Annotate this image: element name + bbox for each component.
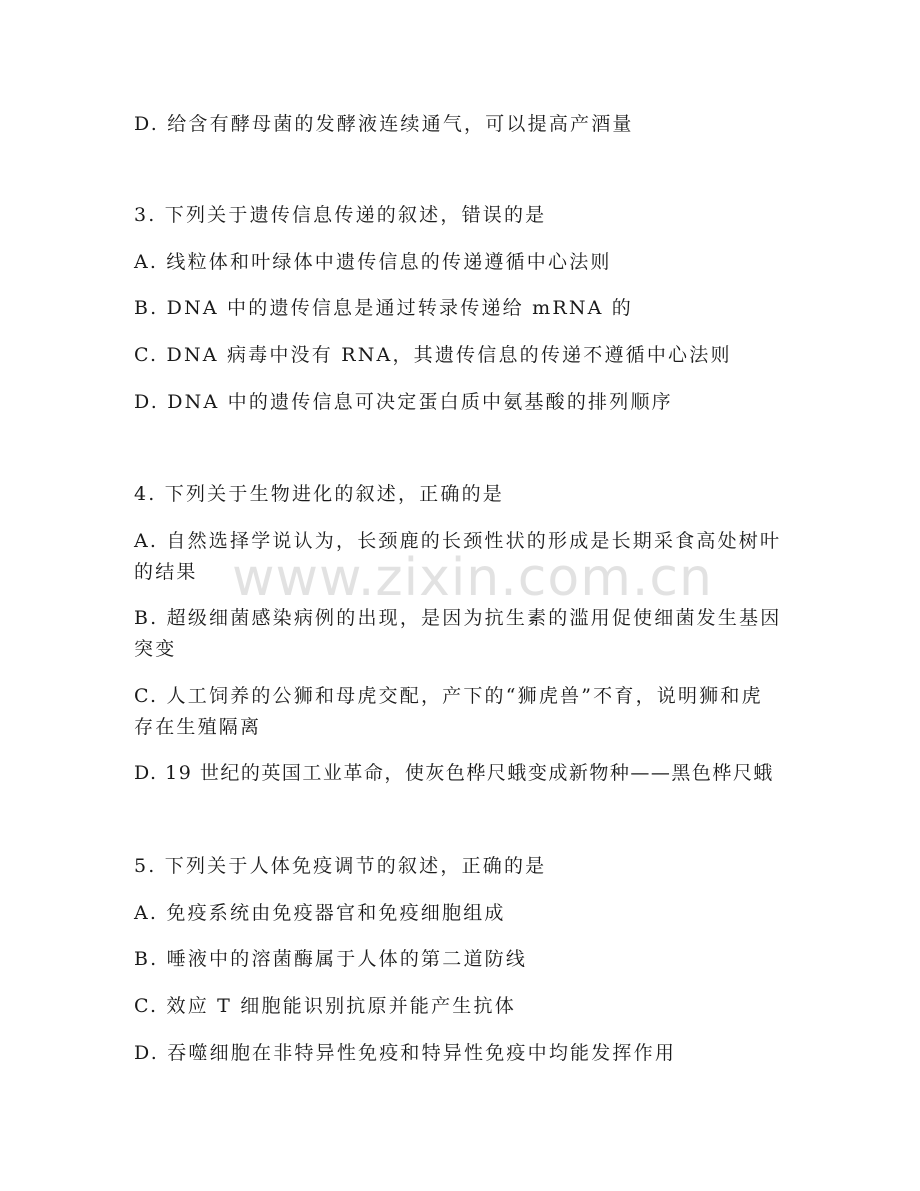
q5-option-b: B. 唾液中的溶菌酶属于人体的第二道防线 — [134, 948, 528, 970]
q5-option-a: A. 免疫系统由免疫器官和免疫细胞组成 — [134, 902, 506, 924]
q4-stem: 4. 下列关于生物进化的叙述，正确的是 — [134, 483, 504, 505]
q4-option-a-line1: A. 自然选择学说认为，长颈鹿的长颈性状的形成是长期采食高处树叶 — [134, 530, 782, 552]
q3-option-c: C. DNA 病毒中没有 RNA，其遗传信息的传递不遵循中心法则 — [134, 344, 732, 366]
q5-stem: 5. 下列关于人体免疫调节的叙述，正确的是 — [134, 855, 547, 877]
q3-option-b: B. DNA 中的遗传信息是通过转录传递给 mRNA 的 — [134, 297, 634, 319]
q4-option-c-line2: 存在生殖隔离 — [134, 716, 262, 738]
q5-option-d: D. 吞噬细胞在非特异性免疫和特异性免疫中均能发挥作用 — [134, 1042, 677, 1064]
q4-option-b-line1: B. 超级细菌感染病例的出现，是因为抗生素的滥用促使细菌发生基因 — [134, 607, 782, 629]
q2-option-d: D. 给含有酵母菌的发酵液连续通气，可以提高产酒量 — [134, 113, 634, 135]
q3-option-d: D. DNA 中的遗传信息可决定蛋白质中氨基酸的排列顺序 — [134, 391, 673, 413]
watermark: www.zixin.com.cn — [232, 548, 713, 608]
q3-stem: 3. 下列关于遗传信息传递的叙述，错误的是 — [134, 204, 547, 226]
q4-option-b-line2: 突变 — [134, 638, 177, 660]
q4-option-a-line2: 的结果 — [134, 561, 198, 583]
q3-option-a: A. 线粒体和叶绿体中遗传信息的传递遵循中心法则 — [134, 251, 612, 273]
q5-option-c: C. 效应 T 细胞能识别抗原并能产生抗体 — [134, 995, 516, 1017]
q4-option-d: D. 19 世纪的英国工业革命，使灰色桦尺蛾变成新物种——黑色桦尺蛾 — [134, 762, 774, 784]
q4-option-c-line1: C. 人工饲养的公狮和母虎交配，产下的“狮虎兽”不育，说明狮和虎 — [134, 685, 763, 707]
